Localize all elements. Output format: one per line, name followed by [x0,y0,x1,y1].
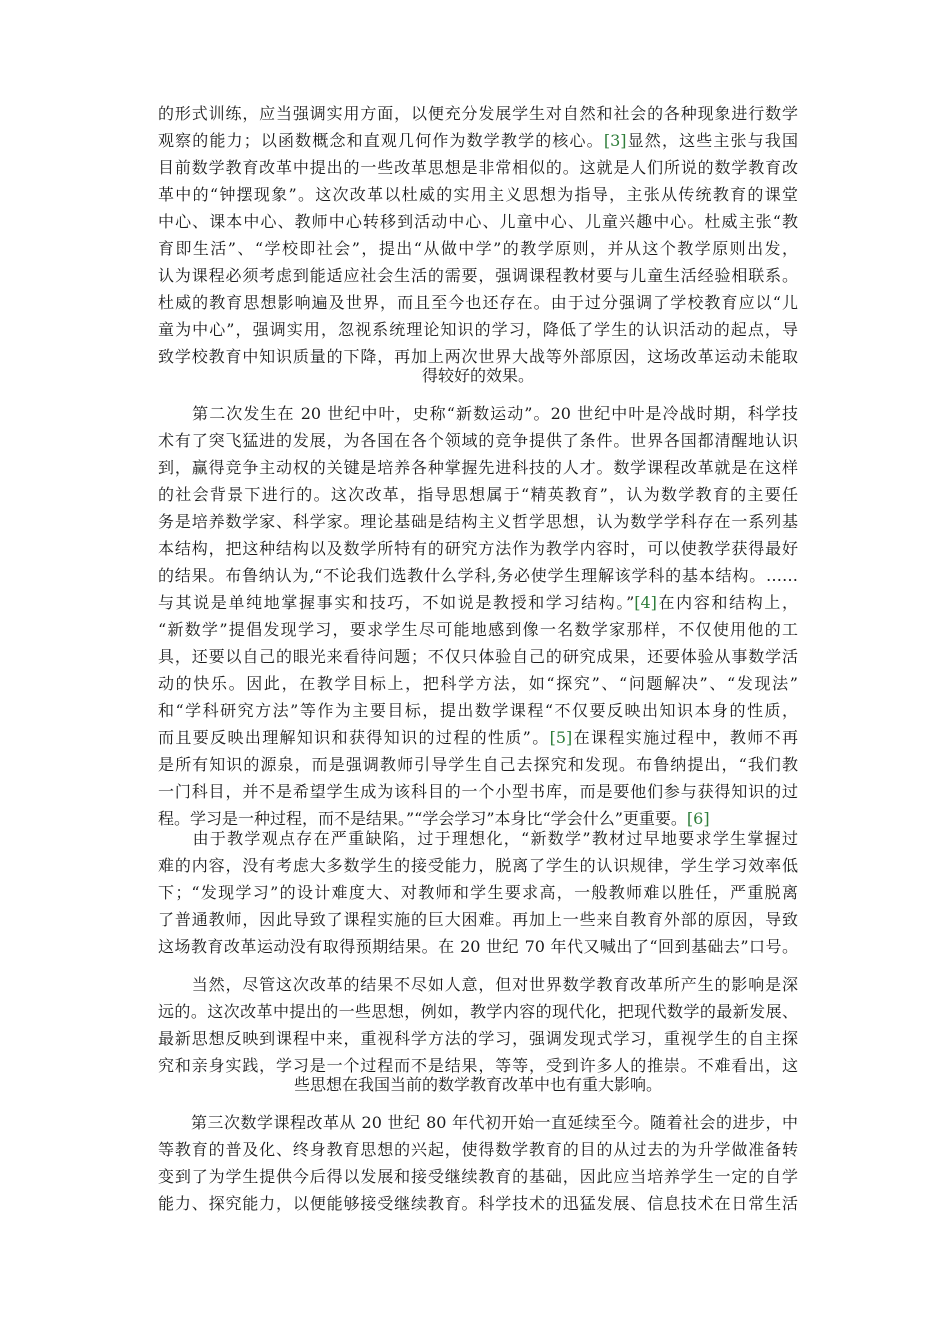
text-line [158,1194,798,1214]
citation-link[interactable]: [4] [634,593,657,612]
text-line [158,512,798,532]
text-line [158,131,798,151]
text-line [158,293,798,313]
text-line [158,458,798,478]
text-segment: 远的。这次改革中提出的一些思想，例如，教学内容的现代化，把现代数学的最新发展、 [158,1002,798,1021]
text-segment: 些思想在我国当前的数学教育改革中也有重大影响。 [293,1075,662,1094]
text-line [158,829,798,849]
text-line [158,1002,798,1022]
text-segment: 当然，尽管这次改革的结果不尽如人意，但对世界数学教育改革所产生的影响是深 [158,975,798,994]
text-line [158,366,798,386]
text-line [158,566,798,586]
text-line [158,910,798,930]
text-segment: 变到了为学生提供今后得以发展和接受继续教育的基础，因此应当培养学生一定的自学 [158,1167,798,1186]
text-line [158,104,798,124]
text-line [158,809,798,829]
text-line [158,1167,798,1187]
text-line [158,883,798,903]
text-segment: 中心、课本中心、教师中心转移到活动中心、儿童中心、儿童兴趣中心。杜威主张“教 [158,212,798,231]
text-segment: 最新思想反映到课程中来，重视科学方法的学习，强调发现式学习，重视学生的自主探 [158,1029,798,1048]
text-segment: 的社会背景下进行的。这次改革，指导思想属于“精英教育”，认为数学教育的主要任 [158,485,798,504]
text-line [158,755,798,775]
text-segment: 观察的能力；以函数概念和直观几何作为数学教学的核心。 [158,131,604,150]
text-segment: 到，赢得竞争主动权的关键是培养各种掌握先进科技的人才。数学课程改革就是在这样 [158,458,798,477]
text-segment: 革中的“钟摆现象”。这次改革以杜威的实用主义思想为指导，主张从传统教育的课堂 [158,185,798,204]
text-segment: 和“学科研究方法”等作为主要目标，提出数学课程“不仅要反映出知识本身的性质， [158,701,798,720]
citation-link[interactable]: [3] [603,131,627,150]
text-segment: 在内容和结构上， [656,593,798,612]
text-segment: 由于教学观点存在严重缺陷，过于理想化，“新数学”教材过早地要求学生掌握过 [158,829,798,848]
text-segment: 下；“发现学习”的设计难度大、对教师和学生要求高，一般教师难以胜任，严重脱离 [158,883,798,902]
text-segment: 具，还要以自己的眼光来看待问题；不仅只体验自己的研究成果，还要体验从事数学活 [158,647,798,666]
text-segment: 一门科目，并不是希望学生成为该科目的一个小型书库，而是要他们参与获得知识的过 [158,782,798,801]
citation-link[interactable]: [5] [549,728,573,747]
text-line [158,320,798,340]
text-line [158,1140,798,1160]
text-line [158,404,798,424]
text-segment: 动的快乐。因此，在教学目标上，把科学方法，如“探究”、“问题解决”、“发现法” [158,674,798,693]
text-segment: 育即生活”、“学校即社会”，提出“从做中学”的教学原则，并从这个教学原则出发， [158,239,798,258]
text-segment: 而且要反映出理解知识和获得知识的过程的性质”。 [158,728,550,747]
text-line [158,185,798,205]
text-line [158,674,798,694]
text-segment: 与其说是单纯地掌握事实和技巧，不如说是教授和学习结构。” [158,593,635,612]
text-line [158,593,798,613]
text-segment: 这场教育改革运动没有取得预期结果。在 20 世纪 70 年代又喊出了“回到基础去”口号。 [158,937,798,956]
text-line [158,1113,798,1133]
text-line [158,212,798,232]
text-line [158,728,798,748]
text-line [158,975,798,995]
text-segment: 究和亲身实践，学习是一个过程而不是结果，等等，受到许多人的推崇。不难看出，这 [158,1056,798,1075]
text-segment: 务是培养数学家、科学家。理论基础是结构主义哲学思想，认为数学学科存在一系列基 [158,512,798,531]
text-segment: 杜威的教育思想影响遍及世界，而且至今也还存在。由于过分强调了学校教育应以“儿 [158,293,798,312]
text-segment: 目前数学教育改革中提出的一些改革思想是非常相似的。这就是人们所说的数学教育改 [158,158,798,177]
text-segment: 等教育的普及化、终身教育思想的兴起，使得数学教育的目的从过去的为升学做准备转 [158,1140,798,1159]
text-segment: 第三次数学课程改革从 20 世纪 80 年代初开始一直延续至今。随着社会的进步，中 [158,1113,798,1132]
text-line [158,266,798,286]
text-line [158,937,798,957]
text-segment: 是所有知识的源泉，而是强调教师引导学生自己去探究和发现。布鲁纳提出，“我们教 [158,755,798,774]
text-line [158,539,798,559]
text-line [158,701,798,721]
text-segment: 得较好的效果。 [421,366,534,385]
text-line [158,856,798,876]
text-line [158,620,798,640]
text-segment: 的结果。布鲁纳认为,“不论我们选教什么学科,务必使学生理解该学科的基本结构。…… [158,566,798,585]
citation-link[interactable]: [6] [686,809,710,828]
text-segment: 显然，这些主张与我国 [626,131,798,150]
text-segment: 童为中心”，强调实用，忽视系统理论知识的学习，降低了学生的认识活动的起点，导 [158,320,798,339]
text-segment: 程。学习是一种过程，而不是结果。”“学会学习”本身比“学会什么”更重要。 [158,809,687,828]
text-line [158,239,798,259]
text-line [158,1056,798,1076]
text-line [158,1029,798,1049]
text-line [158,347,798,367]
text-segment: 致学校教育中知识质量的下降，再加上两次世界大战等外部原因，这场改革运动未能取 [158,347,798,366]
text-line [158,647,798,667]
text-line [158,485,798,505]
text-segment: 认为课程必须考虑到能适应社会生活的需要，强调课程教材要与儿童生活经验相联系。 [158,266,798,285]
text-segment: 难的内容，没有考虑大多数学生的接受能力，脱离了学生的认识规律，学生学习效率低 [158,856,798,875]
text-line [158,1075,798,1095]
text-segment: 的形式训练，应当强调实用方面，以便充分发展学生对自然和社会的各种现象进行数学 [158,104,798,123]
text-segment: 第二次发生在 20 世纪中叶，史称“新数运动”。20 世纪中叶是冷战时期，科学技 [158,404,798,423]
text-line [158,431,798,451]
text-segment: 本结构，把这种结构以及数学所特有的研究方法作为教学内容时，可以使教学获得最好 [158,539,798,558]
text-segment: 能力、探究能力，以便能够接受继续教育。科学技术的迅猛发展、信息技术在日常生活 [158,1194,798,1213]
text-line [158,158,798,178]
text-segment: “新数学”提倡发现学习，要求学生尽可能地感到像一名数学家那样，不仅使用他的工 [158,620,798,639]
text-line [158,782,798,802]
text-segment: 术有了突飞猛进的发展，为各国在各个领域的竞争提供了条件。世界各国都清醒地认识 [158,431,798,450]
text-segment: 了普通教师，因此导致了课程实施的巨大困难。再加上一些来自教育外部的原因，导致 [158,910,798,929]
text-segment: 在课程实施过程中，教师不再 [572,728,798,747]
